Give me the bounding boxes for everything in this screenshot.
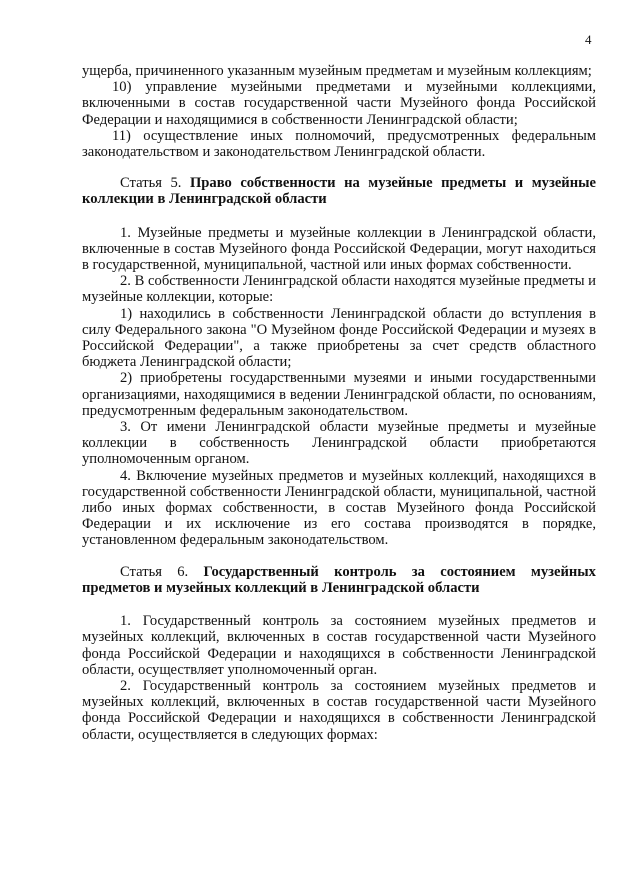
article-5-title: Право собственности на музейные предметы и музейные коллекции в Ленинградской области <box>82 175 596 208</box>
article-6-heading <box>82 564 596 596</box>
article-5-heading <box>82 175 596 207</box>
article-6-title: Государственный контроль за состоянием музейных предметов и музейных коллекций в Ленинградской области <box>82 563 596 596</box>
article-5-label: Статья 5. <box>120 175 182 192</box>
article-6-label: Статья 6. <box>120 563 189 580</box>
article-5-para-2-item-2: 2) приобретены государственными музеями и иными государственными организациями, находящимися в ведении Ленинградской области, по основаниям, предусмотренным федеральным законодательством. <box>82 370 596 419</box>
page-number: 4 <box>585 32 592 47</box>
article-5-para-2-item-1: 1) находились в собственности Ленинградской области до вступления в силу Федерального закона "О Музейном фонде Российской Федерации и музеях в Российской Федерации", а также приобретены за счет средств областного бюджета Ленинградской области; <box>82 305 596 371</box>
intro-item-10: 10) управление музейными предметами и музейными коллекциями, включенными в состав государственной части Музейного фонда Российской Федерации и находящимися в собственности Ленинградской области; <box>82 79 596 128</box>
article-6-para-1: 1. Государственный контроль за состоянием музейных предметов и музейных коллекций, включенных в состав государственной части Музейного фонда Российской Федерации и находящихся в собственности Ленинградской области, осуществляет уполномоченный орган. <box>82 613 596 678</box>
intro-item-11: 11) осуществление иных полномочий, предусмотренных федеральным законодательством и законодательством Ленинградской области. <box>82 127 596 161</box>
article-5-para-2: 2. В собственности Ленинградской области находятся музейные предметы и музейные коллекции, которые: <box>82 273 596 306</box>
article-5-para-1: 1. Музейные предметы и музейные коллекции в Ленинградской области, включенные в состав Музейного фонда Российской Федерации, могут находиться в государственной, муниципальной, частной или иных формах собственности. <box>82 224 596 274</box>
document-body <box>82 63 596 743</box>
article-5-para-3: 3. От имени Ленинградской области музейные предметы и музейные коллекции в собственность Ленинградской области приобретаются уполномоченным органом. <box>82 419 596 468</box>
intro-continuation: ущерба, причиненного указанным музейным предметам и музейным коллекциям; <box>82 63 592 79</box>
article-6-para-2: 2. Государственный контроль за состоянием музейных предметов и музейных коллекций, включенных в состав государственной части Музейного фонда Российской Федерации и находящихся в собственности Ленинградской области, осуществляется в следующих формах: <box>82 677 596 743</box>
article-5-para-4: 4. Включение музейных предметов и музейных коллекций, находящихся в государственной собственности Ленинградской области, муниципальной, частной либо иных формах собственности, в состав Музейного фонда Российской Федерации и их исключение из его состава производятся в порядке, установленном федеральным законодательством. <box>82 467 596 549</box>
